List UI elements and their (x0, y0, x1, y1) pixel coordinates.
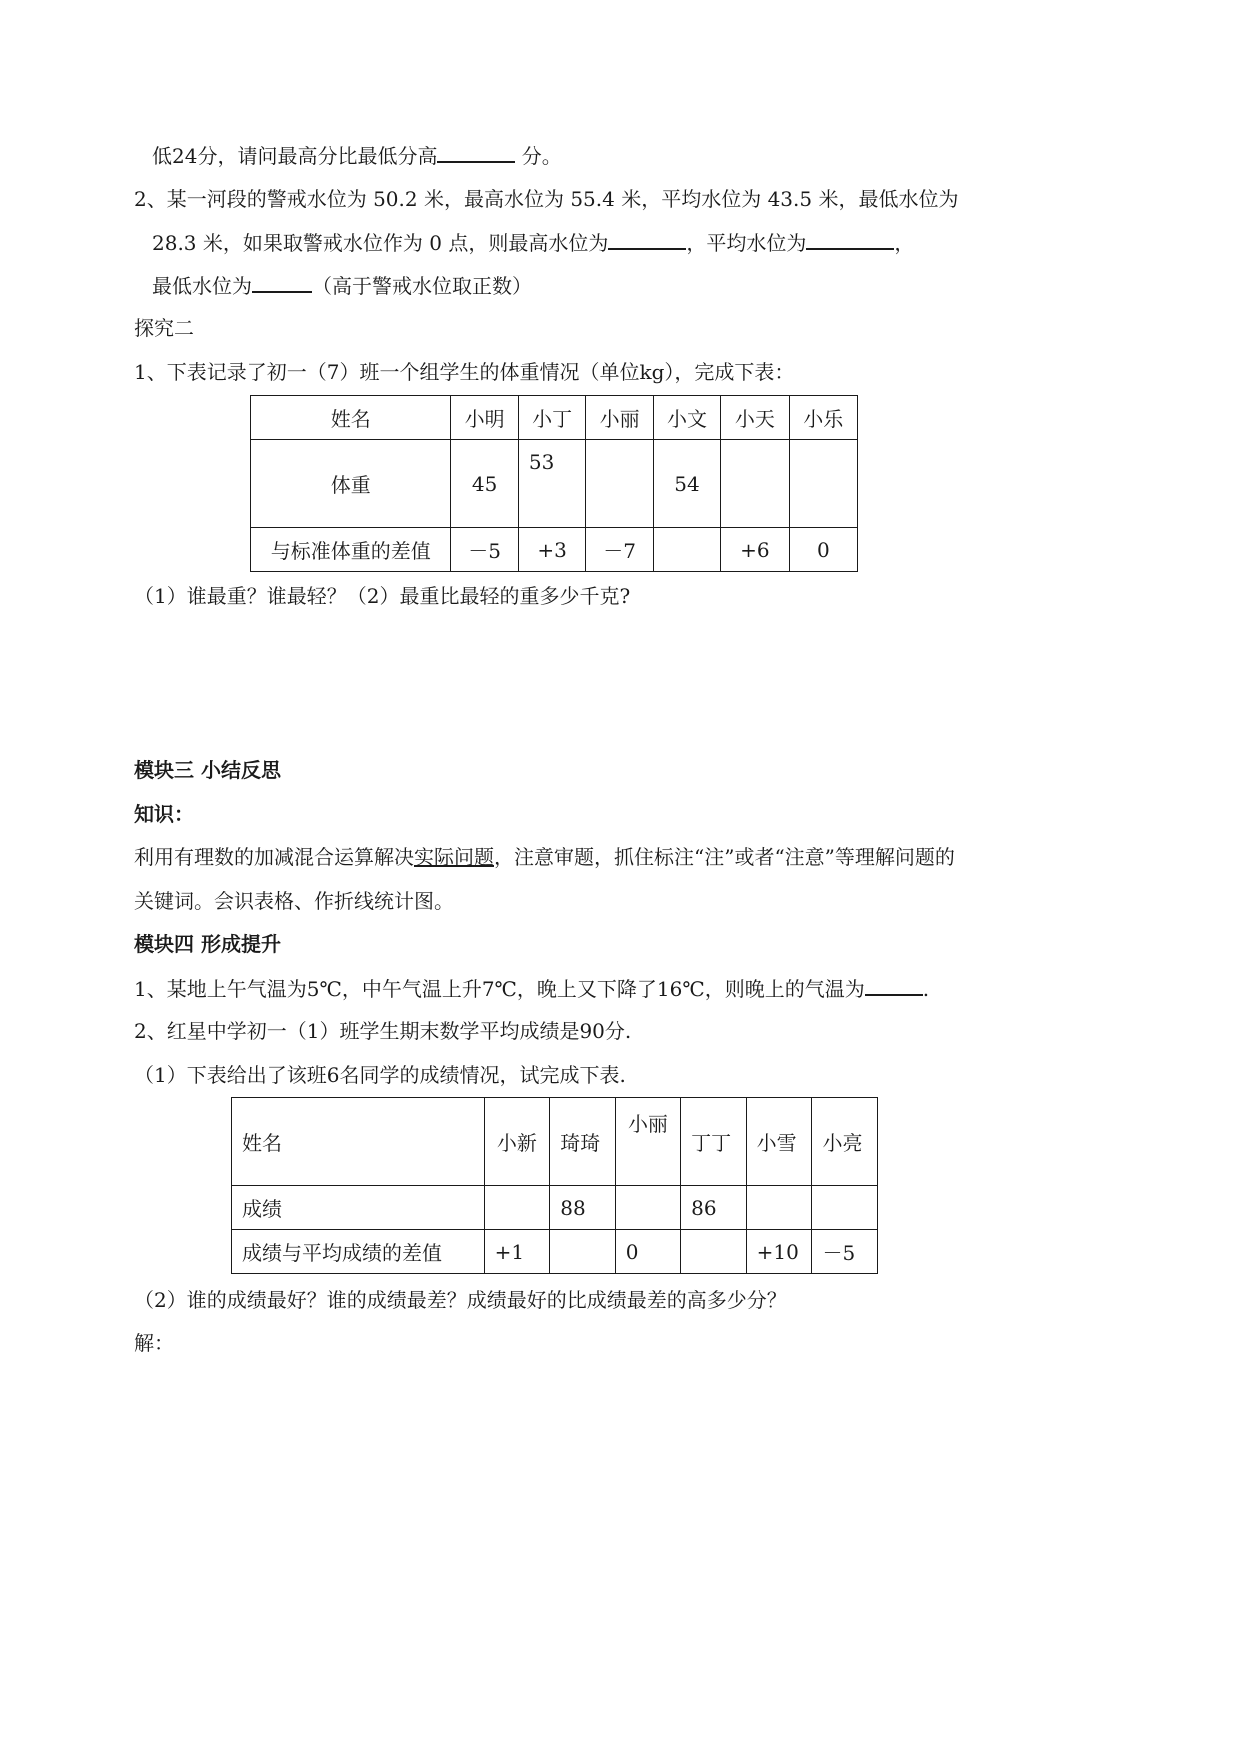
module3-paragraph-line2: 关键词。会识表格、作折线统计图。 (134, 889, 454, 913)
table1-question: （1）谁最重？谁最轻？（2）最重比最轻的重多少千克? (134, 584, 631, 608)
section2-title: 探究二 (134, 316, 194, 340)
score-table-header-row (232, 1098, 878, 1186)
para-part-a: 利用有理数的加减混合运算解决 (134, 845, 414, 869)
q2-line2 (152, 228, 914, 257)
module3-title: 模块三 小结反思 (134, 758, 281, 782)
diff-cell[interactable] (653, 528, 720, 572)
header-cell: 小天 (721, 396, 789, 440)
module4-q2-sub2: （2）谁的成绩最好？谁的成绩最差？成绩最好的比成绩最差的高多少分？ (134, 1288, 787, 1312)
score-row (232, 1186, 878, 1230)
module4-q2-sub1: （1）下表给出了该班6名同学的成绩情况，试完成下表. (134, 1063, 626, 1087)
min-level-blank[interactable] (252, 271, 312, 293)
header-cell: 小乐 (789, 396, 857, 440)
score-diff-cell: +1 (484, 1230, 550, 1274)
q1-tail-after: 分。 (515, 144, 562, 168)
diff-row (251, 528, 858, 572)
diff-cell: －7 (586, 528, 653, 572)
score-cell[interactable] (484, 1186, 550, 1230)
score-cell: 88 (550, 1186, 616, 1230)
score-cell: 86 (681, 1186, 747, 1230)
row-label: 成绩与平均成绩的差值 (232, 1230, 485, 1274)
row-label: 成绩 (232, 1186, 485, 1230)
weight-cell: 54 (653, 440, 720, 528)
score-diff-cell: －5 (812, 1230, 878, 1274)
weight-cell[interactable] (789, 440, 857, 528)
q2-line2-b: ，平均水位为 (686, 231, 807, 255)
q2-line2-a: 28.3 米，如果取警戒水位作为 0 点，则最高水位为 (152, 231, 609, 255)
weight-cell: 45 (451, 440, 518, 528)
module4-q1-end: . (922, 977, 930, 1001)
max-level-blank[interactable] (608, 228, 686, 250)
q2-line3-b: （高于警戒水位取正数） (312, 274, 532, 298)
row-label: 体重 (251, 440, 451, 528)
knowledge-label: 知识： (134, 802, 194, 826)
header-cell: 小丁 (518, 396, 586, 440)
header-cell: 小丽 (586, 396, 653, 440)
q1-answer-blank[interactable] (437, 141, 515, 163)
header-cell: 姓名 (232, 1098, 485, 1186)
q2-line3 (152, 271, 532, 300)
q1-tail-text: 低24分，请问最高分比最低分高 (152, 144, 438, 168)
score-cell[interactable] (615, 1186, 680, 1230)
row-label: 与标准体重的差值 (251, 528, 451, 572)
header-cell: 琦琦 (550, 1098, 616, 1186)
score-cell[interactable] (812, 1186, 878, 1230)
q2-line1: 2、某一河段的警戒水位为 50.2 米，最高水位为 55.4 米，平均水位为 43.5 米，最低水位为 (134, 187, 959, 211)
diff-cell: 0 (789, 528, 857, 572)
header-cell: 小明 (451, 396, 518, 440)
weight-cell[interactable] (721, 440, 789, 528)
header-cell: 小亮 (812, 1098, 878, 1186)
score-diff-cell[interactable] (681, 1230, 747, 1274)
weight-cell: 53 (518, 440, 586, 528)
weight-row (251, 440, 858, 528)
header-cell: 姓名 (251, 396, 451, 440)
score-table (231, 1097, 878, 1274)
diff-cell: －5 (451, 528, 518, 572)
header-cell: 小新 (484, 1098, 550, 1186)
score-diff-row (232, 1230, 878, 1274)
header-cell: 小雪 (746, 1098, 812, 1186)
module4-q1-text: 1、某地上午气温为5℃，中午气温上升7℃，晚上又下降了16℃，则晚上的气温为 (134, 977, 865, 1001)
answer-label: 解： (134, 1331, 174, 1355)
diff-cell: +6 (721, 528, 789, 572)
para-part-b: ，注意审题，抓住标注“注”或者“注意”等理解问题的 (494, 845, 955, 869)
module4-q1 (134, 974, 929, 1003)
diff-cell: +3 (518, 528, 586, 572)
module4-title: 模块四 形成提升 (134, 932, 281, 956)
weight-cell[interactable] (586, 440, 653, 528)
score-diff-cell: 0 (615, 1230, 680, 1274)
table1-intro: 1、下表记录了初一（7）班一个组学生的体重情况（单位kg），完成下表： (134, 360, 795, 384)
weight-table-header-row (251, 396, 858, 440)
header-cell: 丁丁 (681, 1098, 747, 1186)
score-cell[interactable] (746, 1186, 812, 1230)
q1-tail-line (152, 141, 562, 170)
avg-level-blank[interactable] (806, 228, 894, 250)
q2-line3-a: 最低水位为 (152, 274, 252, 298)
module3-paragraph (134, 843, 955, 871)
score-diff-cell[interactable] (550, 1230, 616, 1274)
weight-table (250, 395, 858, 572)
q2-line2-c: ， (894, 231, 915, 255)
header-cell: 小丽 (615, 1098, 680, 1186)
header-cell: 小文 (653, 396, 720, 440)
para-underlined: 实际问题 (414, 845, 494, 869)
module4-q2: 2、红星中学初一（1）班学生期末数学平均成绩是90分. (134, 1019, 632, 1043)
score-diff-cell: +10 (746, 1230, 812, 1274)
temperature-blank[interactable] (865, 974, 923, 996)
